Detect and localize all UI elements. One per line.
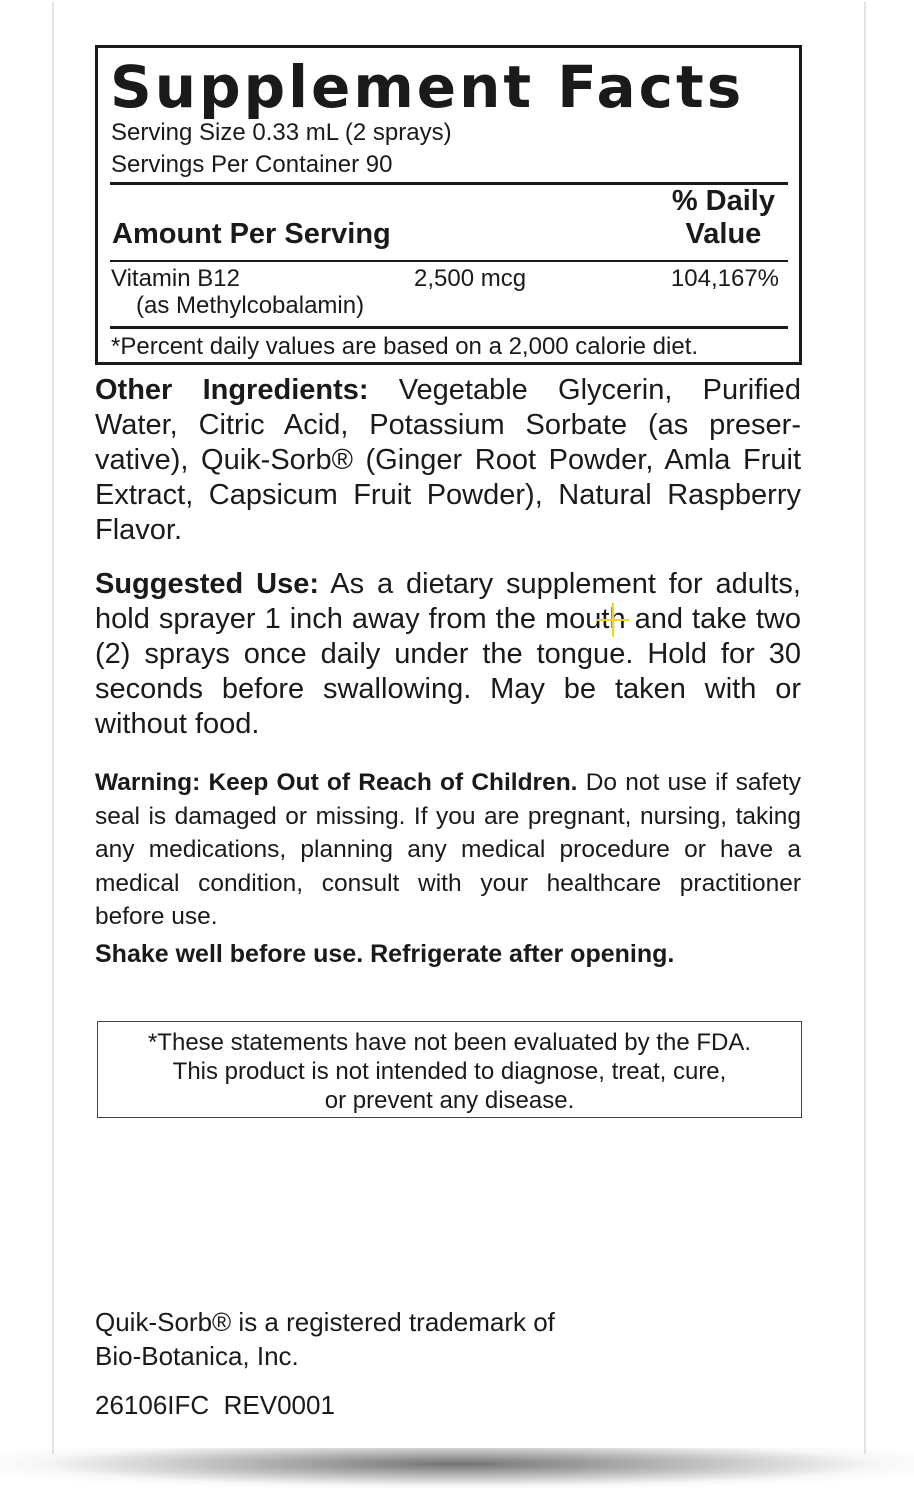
nutrient-name-line2: (as Methylcobalamin): [136, 292, 365, 319]
servings-per-container: Servings Per Container 90: [111, 151, 393, 178]
suggested-use-text: As a dietary supplement for adults, hold sprayer 1 inch away from the mouth and take two (2) sprays once daily under the tongue. Hold for 30 seconds before swallowing. May be taken with or without food.: [95, 568, 801, 740]
daily-value-header-line2: Value: [685, 218, 762, 250]
nutrient-daily-value: 104,167%: [670, 265, 779, 292]
amount-per-serving-header: Amount Per Serving: [112, 218, 391, 250]
disclaimer-line2: This product is not intended to diagnose, treat, cure,: [172, 1058, 727, 1085]
trademark-line2: Bio-Botanica, Inc.: [95, 1341, 299, 1371]
serving-size: Serving Size 0.33 mL (2 sprays): [111, 119, 452, 146]
trademark-line1: Quik-Sorb® is a registered trademark of: [95, 1307, 555, 1337]
crosshair-cursor-icon: [597, 603, 629, 637]
daily-value-header: [672, 185, 775, 251]
nutrient-name: [111, 265, 364, 319]
fda-disclaimer: [97, 1021, 802, 1118]
warning: [95, 766, 801, 934]
facts-title: Supplement Facts: [110, 53, 745, 121]
nutrient-amount: 2,500 mcg: [414, 265, 527, 292]
suggested-use-label: Suggested Use:: [95, 568, 319, 600]
storage-instructions: Shake well before use. Refrigerate after opening.: [95, 940, 675, 968]
divider-bottom: [110, 326, 788, 329]
disclaimer-line3: or prevent any disease.: [324, 1087, 575, 1114]
other-ingredients-text: Vegetable Glycerin, Purified Water, Citric Acid, Potassium Sorbate (as preser-vative), Quik-Sorb® (Ginger Root Powder, Amla Fruit Extract, Capsicum Fruit Powder), Natural Raspberry Flavor.: [95, 374, 802, 546]
warning-text: Do not use if safety seal is damaged or missing. If you are pregnant, nursing, taking any medications, planning any medical procedure or have a medical condition, consult with your healthcare practitioner before use.: [95, 769, 801, 930]
nutrient-name-line1: Vitamin B12: [111, 265, 240, 292]
daily-value-header-line1: % Daily: [671, 185, 775, 217]
disclaimer-line1: *These statements have not been evaluated by the FDA.: [147, 1029, 752, 1056]
divider-header: [110, 260, 788, 262]
daily-value-footnote: *Percent daily values are based on a 2,000 calorie diet.: [111, 333, 699, 360]
supplement-facts-box: [95, 45, 802, 365]
suggested-use: [95, 567, 801, 742]
other-ingredients-label: Other Ingredients:: [95, 374, 369, 406]
warning-label: Warning: Keep Out of Reach of Children.: [95, 769, 578, 796]
trademark-notice: [95, 1305, 555, 1373]
bottom-shadow: [0, 1448, 914, 1488]
other-ingredients: [95, 373, 801, 548]
revision-code: 26106IFC REV0001: [95, 1390, 335, 1420]
